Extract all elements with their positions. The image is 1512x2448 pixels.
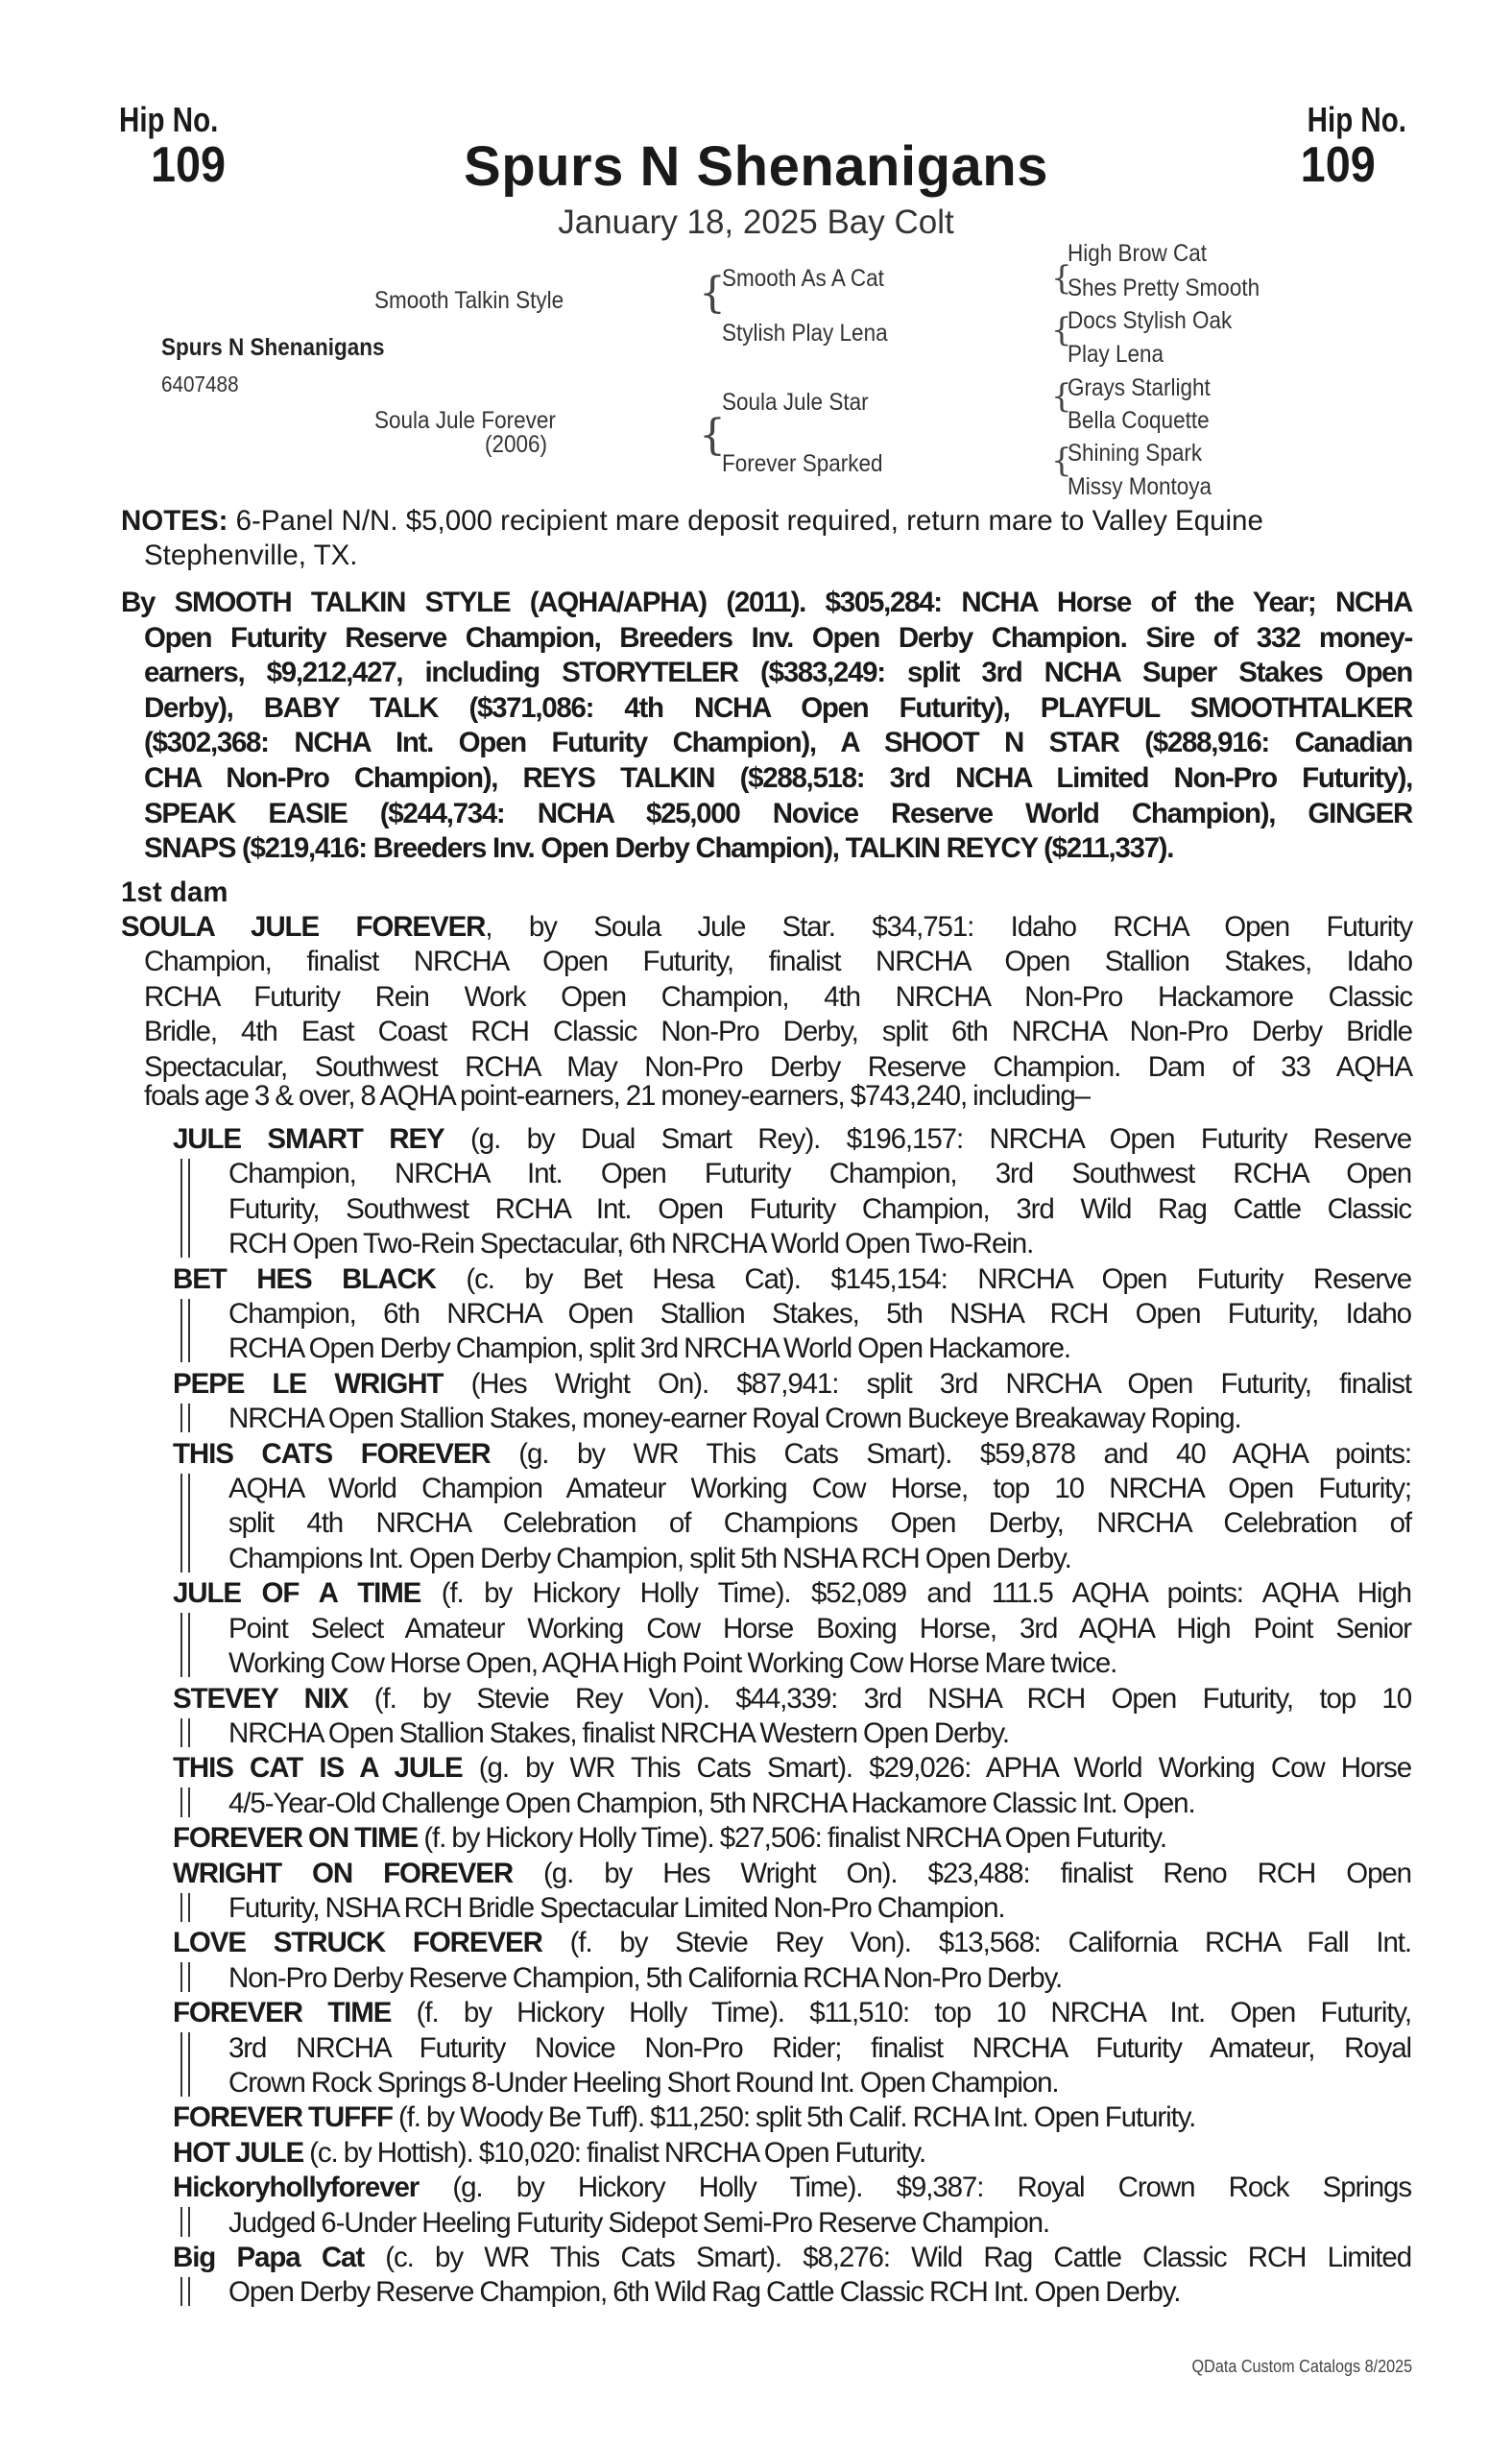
- offspring-text: 3rd NRCHA Futurity Novice Non-Pro Rider; finalist NRCHA Futurity Amateur, Royal: [228, 2031, 1411, 2064]
- offspring-entry: [173, 1122, 1411, 1262]
- sire-line: ($302,368: NCHA Int. Open Futurity Champion), A SHOOT N STAR ($288,916: Canadian: [144, 727, 1412, 759]
- first-dam-line: Bridle, 4th East Coast RCH Classic Non-Pro Derby, split 6th NRCHA Non-Pro Derby Bridle: [144, 1016, 1412, 1048]
- offspring-vertical-rule: [180, 1299, 190, 1363]
- first-dam-line: RCHA Futurity Rein Work Open Champion, 4th NRCHA Non-Pro Hackamore Classic: [144, 980, 1412, 1013]
- offspring-list: [173, 1122, 1411, 2311]
- offspring-entry: [173, 1437, 1411, 1577]
- pedigree-brace-g3-3: {: [1051, 377, 1072, 416]
- offspring-entry: [173, 2171, 1411, 2241]
- pedigree-g3: Shining Spark: [1068, 440, 1203, 467]
- pedigree-g3: Missy Montoya: [1068, 473, 1212, 500]
- pedigree-sire-dam: Stylish Play Lena: [722, 320, 888, 347]
- pedigree-g3: Shes Pretty Smooth: [1068, 275, 1260, 301]
- pedigree-sire-sire: Smooth As A Cat: [722, 265, 884, 292]
- offspring-text: RCH Open Two-Rein Spectacular, 6th NRCHA World Open Two-Rein.: [228, 1228, 1034, 1260]
- offspring-name: THIS CAT IS A JULE: [173, 1752, 463, 1785]
- pedigree-brace-g3-4: {: [1051, 442, 1072, 480]
- first-dam-line: , by Soula Jule Star. $34,751: Idaho RCHA Open Futurity: [485, 911, 1412, 943]
- offspring-entry: [173, 1751, 1411, 1821]
- offspring-text: (c. by WR This Cats Smart). $8,276: Wild Rag Cattle Classic RCH Limited: [364, 2242, 1411, 2273]
- notes-text: 6-Panel N/N. $5,000 recipient mare deposit required, return mare to Valley Equine: [228, 505, 1263, 537]
- footer-credit: QData Custom Catalogs 8/2025: [1191, 2357, 1412, 2376]
- offspring-text: NRCHA Open Stallion Stakes, money-earner Royal Crown Buckeye Breakaway Roping.: [228, 1403, 1241, 1435]
- pedigree-sire: Smooth Talkin Style: [374, 287, 564, 314]
- offspring-entry: [173, 1262, 1411, 1367]
- offspring-entry: [173, 1926, 1411, 1996]
- pedigree-g3: Docs Stylish Oak: [1068, 307, 1233, 334]
- first-dam-heading: 1st dam: [121, 876, 228, 908]
- pedigree-g3: High Brow Cat: [1068, 240, 1208, 267]
- offspring-text: (g. by WR This Cats Smart). $29,026: APHA World Working Cow Horse: [462, 1752, 1411, 1785]
- offspring-name: HOT JULE: [173, 2136, 304, 2169]
- offspring-vertical-rule: [180, 2277, 190, 2306]
- offspring-name: BET HES BLACK: [173, 1262, 436, 1295]
- offspring-text: Champion, 6th NRCHA Open Stallion Stakes, 5th NSHA RCH Open Futurity, Idaho: [228, 1298, 1411, 1331]
- offspring-name: Hickoryhollyforever: [173, 2172, 420, 2204]
- offspring-name: STEVEY NIX: [173, 1682, 348, 1715]
- offspring-text: (g. by Dual Smart Rey). $196,157: NRCHA Open Futurity Reserve: [444, 1123, 1411, 1155]
- first-dam-name: SOULA JULE FOREVER: [121, 911, 486, 943]
- offspring-text: (f. by Woody Be Tuff). $11,250: split 5th Calif. RCHA Int. Open Futurity.: [392, 2101, 1196, 2134]
- offspring-entry: [173, 2136, 1411, 2171]
- offspring-text: Working Cow Horse Open, AQHA High Point Working Cow Horse Mare twice.: [228, 1647, 1117, 1680]
- offspring-vertical-rule: [180, 2207, 190, 2236]
- notes-text-2: Stephenville, TX.: [144, 540, 358, 572]
- offspring-text: (f. by Stevie Rey Von). $13,568: California RCHA Fall Int.: [541, 1927, 1411, 1959]
- offspring-text: Open Derby Reserve Champion, 6th Wild Rag Cattle Classic RCH Int. Open Derby.: [228, 2276, 1181, 2309]
- first-dam-line: Spectacular, Southwest RCHA May Non-Pro Derby Reserve Champion. Dam of 33 AQHA: [144, 1050, 1412, 1083]
- offspring-text: (f. by Hickory Holly Time). $11,510: top 10 NRCHA Int. Open Futurity,: [391, 1997, 1411, 2029]
- offspring-text: AQHA World Champion Amateur Working Cow Horse, top 10 NRCHA Open Futurity;: [228, 1473, 1411, 1505]
- offspring-vertical-rule: [180, 1404, 190, 1432]
- pedigree-brace-sire: {: [699, 269, 726, 318]
- sire-line: Open Futurity Reserve Champion, Breeders Inv. Open Derby Champion. Sire of 332 money-: [144, 621, 1412, 654]
- hip-number-left: 109: [151, 137, 227, 193]
- offspring-name: PEPE LE WRIGHT: [173, 1367, 444, 1400]
- offspring-vertical-rule: [180, 1893, 190, 1922]
- offspring-text: (g. by Hickory Holly Time). $9,387: Royal Crown Rock Springs: [419, 2172, 1411, 2204]
- offspring-vertical-rule: [180, 1159, 190, 1258]
- offspring-text: 4/5-Year-Old Challenge Open Champion, 5th NRCHA Hackamore Classic Int. Open.: [228, 1787, 1195, 1819]
- pedigree-g3: Play Lena: [1068, 341, 1164, 368]
- pedigree-dam: Soula Jule Forever: [374, 407, 556, 434]
- offspring-text: Futurity, Southwest RCHA Int. Open Futurity Champion, 3rd Wild Rag Cattle Classic: [228, 1192, 1411, 1225]
- pedigree-dam-sire: Soula Jule Star: [722, 389, 869, 416]
- offspring-text: Champions Int. Open Derby Champion, split 5th NSHA RCH Open Derby.: [228, 1542, 1071, 1574]
- offspring-text: Point Select Amateur Working Cow Horse Boxing Horse, 3rd AQHA High Point Senior: [228, 1612, 1411, 1644]
- offspring-text: (c. by Hottish). $10,020: finalist NRCHA Open Futurity.: [303, 2136, 926, 2169]
- notes-label: NOTES:: [121, 505, 228, 537]
- offspring-entry: [173, 1996, 1411, 2100]
- pedigree-subject: Spurs N Shenanigans: [161, 334, 385, 361]
- offspring-entry: [173, 2241, 1411, 2311]
- offspring-vertical-rule: [180, 1962, 190, 1991]
- offspring-name: JULE SMART REY: [173, 1123, 444, 1155]
- offspring-text: (f. by Hickory Holly Time). $27,506: finalist NRCHA Open Futurity.: [418, 1822, 1166, 1855]
- sire-line: Derby), BABY TALK ($371,086: 4th NCHA Open Futurity), PLAYFUL SMOOTHTALKER: [144, 691, 1412, 724]
- foaling-info: January 18, 2025 Bay Colt: [558, 204, 954, 241]
- pedigree-registration: 6407488: [161, 372, 239, 396]
- offspring-text: Champion, NRCHA Int. Open Futurity Champion, 3rd Southwest RCHA Open: [228, 1158, 1411, 1190]
- offspring-name: Big Papa Cat: [173, 2242, 365, 2273]
- offspring-text: RCHA Open Derby Champion, split 3rd NRCHA World Open Hackamore.: [228, 1332, 1070, 1365]
- sire-line: SNAPS ($219,416: Breeders Inv. Open Derby Champion), TALKIN REYCY ($211,337).: [144, 832, 1174, 865]
- sire-paragraph: [121, 586, 1412, 867]
- offspring-entry: [173, 1367, 1411, 1437]
- first-dam-line: foals age 3 & over, 8 AQHA point-earners, 21 money-earners, $743,240, including–: [144, 1080, 1090, 1113]
- offspring-text: split 4th NRCHA Celebration of Champions Open Derby, NRCHA Celebration of: [228, 1507, 1411, 1540]
- pedigree-brace-g3-2: {: [1051, 311, 1072, 349]
- offspring-vertical-rule: [180, 1613, 190, 1677]
- offspring-text: (Hes Wright On). $87,941: split 3rd NRCHA Open Futurity, finalist: [443, 1367, 1411, 1400]
- offspring-name: FOREVER TIME: [173, 1997, 392, 2029]
- pedigree-g3: Bella Coquette: [1068, 407, 1210, 434]
- pedigree-brace-g3-1: {: [1051, 259, 1072, 298]
- notes: [121, 504, 1412, 574]
- offspring-text: Non-Pro Derby Reserve Champion, 5th California RCHA Non-Pro Derby.: [228, 1961, 1063, 1994]
- sire-line: CHA Non-Pro Champion), REYS TALKIN ($288,518: 3rd NCHA Limited Non-Pro Futurity),: [144, 761, 1412, 794]
- sire-line: SPEAK EASIE ($244,734: NCHA $25,000 Novice Reserve World Champion), GINGER: [144, 797, 1412, 829]
- pedigree-brace-dam: {: [699, 411, 726, 460]
- offspring-name: FOREVER ON TIME: [173, 1822, 419, 1855]
- offspring-name: LOVE STRUCK FOREVER: [173, 1927, 542, 1959]
- offspring-text: (f. by Stevie Rey Von). $44,339: 3rd NSHA RCH Open Futurity, top 10: [348, 1682, 1411, 1715]
- offspring-name: FOREVER TUFFF: [173, 2101, 393, 2134]
- offspring-text: Judged 6-Under Heeling Futurity Sidepot Semi-Pro Reserve Champion.: [228, 2206, 1050, 2239]
- offspring-name: THIS CATS FOREVER: [173, 1437, 491, 1470]
- horse-name-title: Spurs N Shenanigans: [464, 135, 1048, 198]
- offspring-vertical-rule: [180, 1474, 190, 1572]
- pedigree-dam-dam: Forever Sparked: [722, 450, 883, 477]
- offspring-entry: [173, 1682, 1411, 1752]
- offspring-entry: [173, 1857, 1411, 1927]
- offspring-vertical-rule: [180, 1788, 190, 1816]
- first-dam-paragraph: [121, 910, 1412, 1114]
- offspring-text: (g. by Hes Wright On). $23,488: finalist Reno RCH Open: [513, 1857, 1411, 1889]
- first-dam-line: Champion, finalist NRCHA Open Futurity, finalist NRCHA Open Stallion Stakes, Idaho: [144, 946, 1412, 978]
- hip-number-right: 109: [1300, 137, 1376, 193]
- pedigree-g3: Grays Starlight: [1068, 374, 1211, 401]
- offspring-vertical-rule: [180, 2032, 190, 2097]
- sire-line: By SMOOTH TALKIN STYLE (AQHA/APHA) (2011). $305,284: NCHA Horse of the Year; NCHA: [121, 587, 1412, 618]
- offspring-text: NRCHA Open Stallion Stakes, finalist NRCHA Western Open Derby.: [228, 1716, 1009, 1749]
- offspring-entry: [173, 1821, 1411, 1856]
- hip-label-right: Hip No.: [1307, 100, 1406, 139]
- offspring-text: (f. by Hickory Holly Time). $52,089 and 111.5 AQHA points: AQHA High: [420, 1577, 1411, 1610]
- offspring-text: (g. by WR This Cats Smart). $59,878 and 40 AQHA points:: [490, 1437, 1411, 1470]
- offspring-text: Futurity, NSHA RCH Bridle Spectacular Limited Non-Pro Champion.: [228, 1891, 1005, 1924]
- pedigree-dam-year: (2006): [485, 431, 548, 458]
- offspring-text: (c. by Bet Hesa Cat). $145,154: NRCHA Open Futurity Reserve: [435, 1262, 1412, 1295]
- offspring-name: JULE OF A TIME: [173, 1577, 421, 1610]
- offspring-entry: [173, 2100, 1411, 2135]
- hip-label-left: Hip No.: [119, 100, 219, 139]
- offspring-text: Crown Rock Springs 8-Under Heeling Short Round Int. Open Champion.: [228, 2066, 1059, 2099]
- offspring-name: WRIGHT ON FOREVER: [173, 1857, 514, 1889]
- offspring-entry: [173, 1576, 1411, 1681]
- offspring-vertical-rule: [180, 1718, 190, 1747]
- sire-line: earners, $9,212,427, including STORYTELER ($383,249: split 3rd NCHA Super Stakes Open: [144, 657, 1412, 689]
